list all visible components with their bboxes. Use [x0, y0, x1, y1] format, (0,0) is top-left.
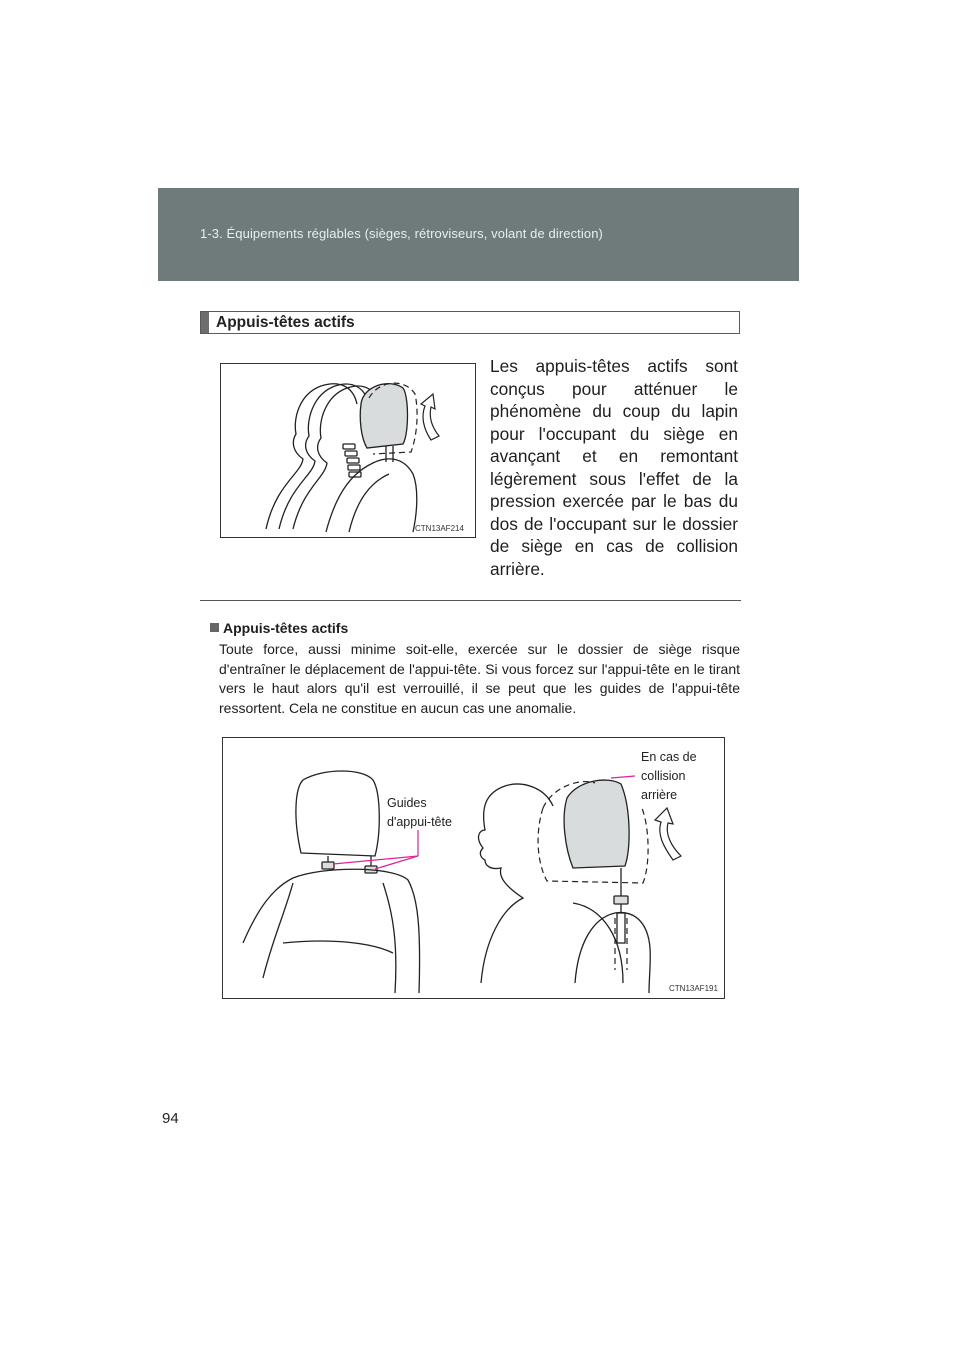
- section-title: Appuis-têtes actifs: [216, 314, 355, 331]
- active-headrest-figure: [220, 363, 476, 538]
- collision-callout-line-3: arrière: [641, 788, 678, 802]
- section-divider: [200, 600, 741, 601]
- note-body-text: Toute force, aussi minime soit-elle, exercée sur le dossier de siège risque d'entraîner le déplacement de l'appui-tête. Si vous forcez sur l'appui-tête en le tirant vers le haut alors qu'il est verrouillé, il se peut que les guides de l'appui-tête ressortent. Cela ne constitue en aucun cas une anomalie.: [219, 641, 740, 716]
- guides-callout-line-2: d'appui-tête: [387, 815, 452, 829]
- headrest-guides-figure: [222, 737, 725, 999]
- section-intro-text: Les appuis-têtes actifs sont conçus pour atténuer le phénomène du coup du lapin pour l'occupant du siège en avançant et en remontant légèrement sous l'effet de la pression exercée par le bas du dos de l'occupant sur le dossier de siège en cas de collision arrière.: [490, 356, 738, 579]
- page-number: 94: [162, 1110, 179, 1127]
- section-title-accent: [201, 312, 209, 333]
- section-title-bar: [200, 311, 740, 334]
- note-bullet-square-icon: [210, 623, 219, 632]
- collision-callout-label: [641, 748, 697, 805]
- chapter-header-band: [158, 188, 799, 281]
- note-heading-text: Appuis-têtes actifs: [223, 620, 349, 636]
- figure2-code: CTN13AF191: [669, 984, 718, 993]
- collision-callout-line-2: collision: [641, 769, 686, 783]
- active-headrest-illustration: [221, 364, 476, 538]
- figure1-code: CTN13AF214: [415, 524, 464, 533]
- note-heading: [210, 620, 348, 636]
- collision-callout-line-1: En cas de: [641, 750, 697, 764]
- guides-callout-label: [387, 794, 452, 832]
- guides-callout-line-1: Guides: [387, 796, 427, 810]
- chapter-section-label: 1-3. Équipements réglables (sièges, rétroviseurs, volant de direction): [200, 226, 603, 241]
